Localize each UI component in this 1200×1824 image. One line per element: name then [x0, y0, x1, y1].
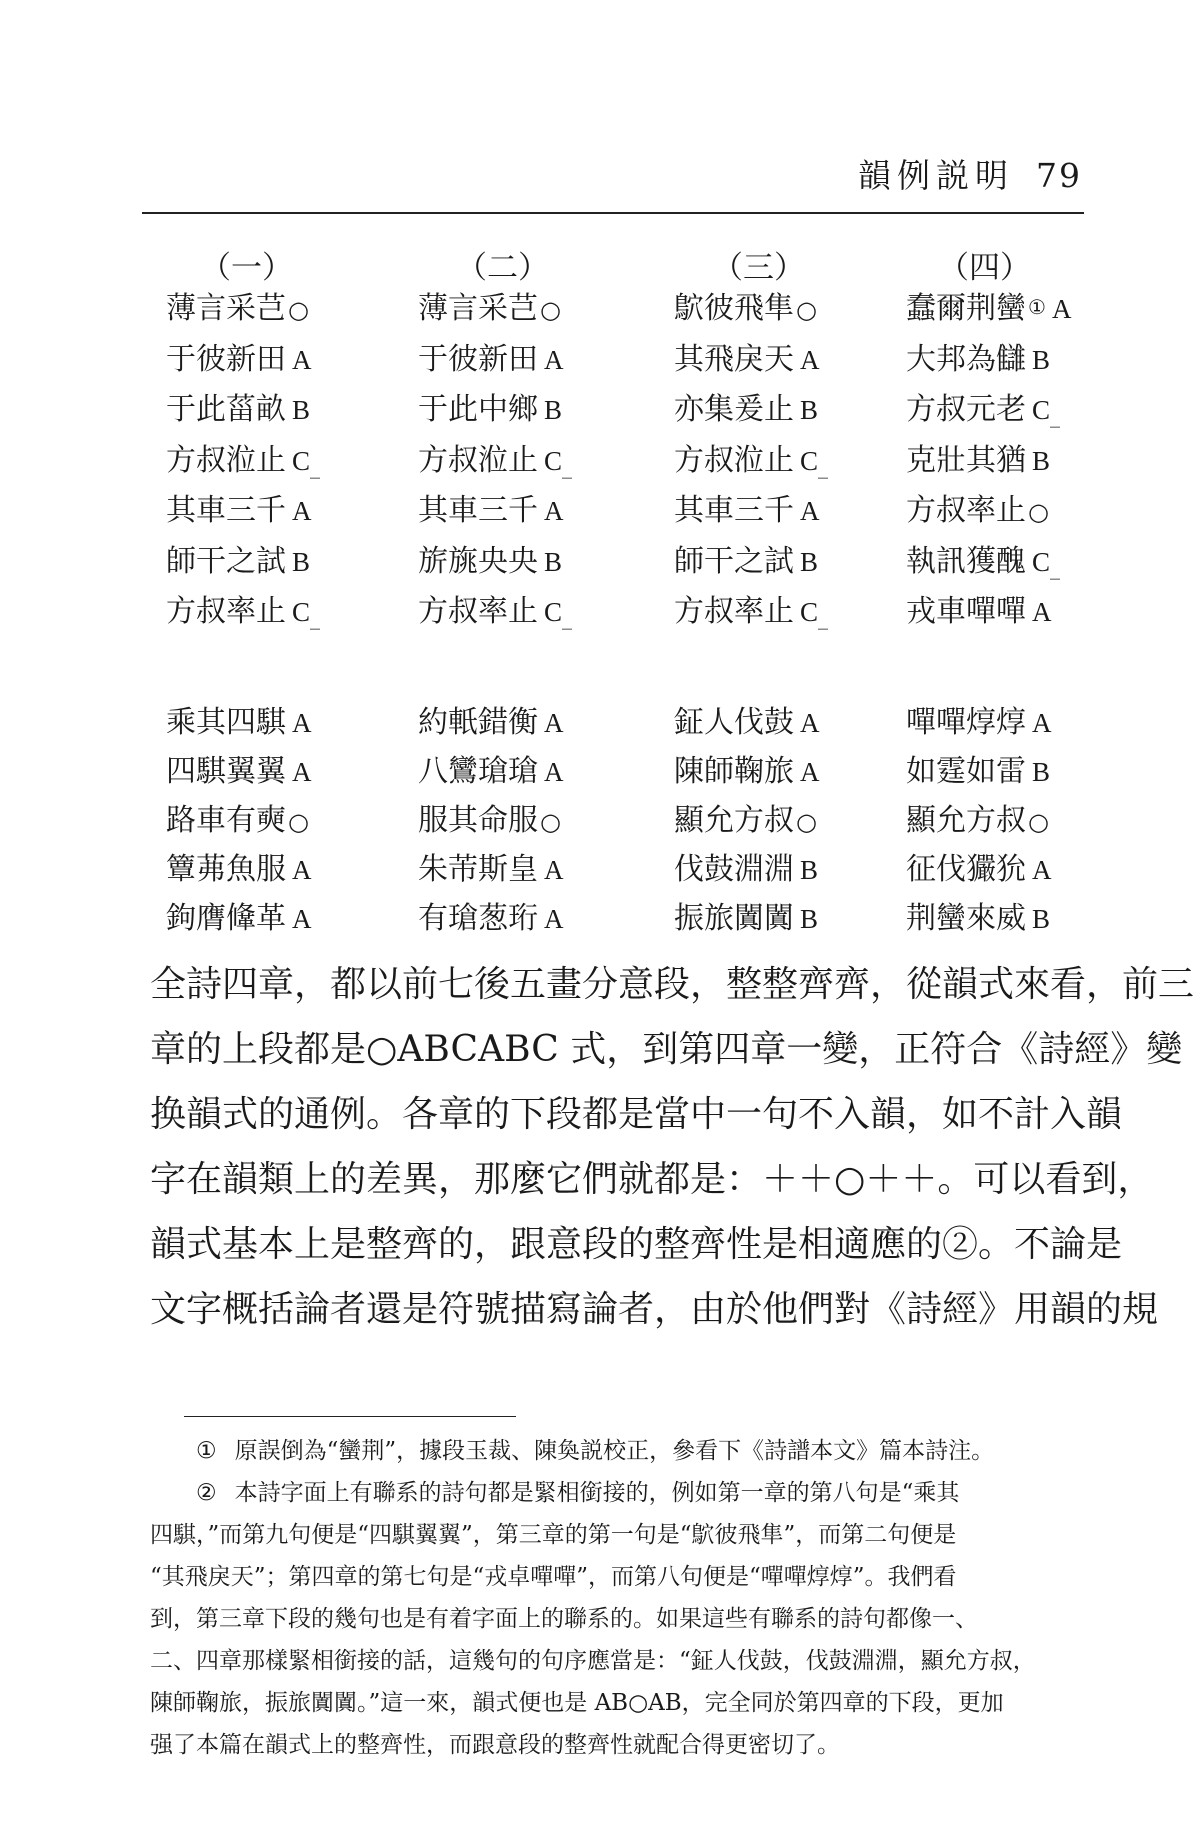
poem-line [906, 543, 1061, 580]
poem-line-text: 乘其四騏 [166, 705, 286, 740]
poem-line [166, 705, 312, 740]
poem-line-text: 旂旐央央 [418, 543, 538, 579]
poem-line-text: 方叔率止 [166, 594, 286, 629]
body-paragraph [150, 952, 1195, 1342]
poem-line-text: 伐鼓淵淵 [674, 852, 794, 887]
rhyme-mark: B [292, 546, 311, 577]
poem-line-text: 其車三千 [674, 493, 794, 528]
poem-line [166, 594, 321, 630]
footnote-line: 到，第三章下段的幾句也是有着字面上的聯系的。如果這些有聯系的詩句都像一、 [150, 1606, 978, 1632]
poem-line-text: 方叔涖止 [418, 442, 538, 478]
poem-line [906, 705, 1052, 740]
poem-line-text: 戎車嘽嘽 [906, 594, 1026, 629]
poem-line [418, 705, 564, 740]
rhyme-mark: ○ [1028, 498, 1049, 526]
rhyme-mark: ○ [540, 296, 561, 324]
body-line: 文字概括論者還是符號描寫論者，由於他們對《詩經》用韻的規 [150, 1289, 1159, 1330]
poem-line-text: 振旅闐闐 [674, 901, 794, 936]
poem-line [166, 852, 312, 887]
poem-line-text: 鉤膺鞗革 [166, 901, 286, 936]
poem-line-text: 荆蠻來威 [906, 901, 1026, 936]
poem-line [906, 754, 1051, 789]
rhyme-mark: C [544, 445, 563, 476]
poem-line-text: 于彼新田 [418, 341, 538, 377]
rhyme-mark: C [292, 445, 311, 476]
poem-column-heading: （四） [938, 250, 1031, 286]
poem-line [906, 594, 1052, 629]
page-number: 79 [1036, 156, 1082, 195]
rhyme-mark: B [1032, 445, 1051, 476]
poem-line-text: 蠢爾荆蠻 [906, 291, 1026, 326]
poem-line-text: 其車三千 [166, 493, 286, 528]
poem-line-text: 師干之試 [166, 543, 286, 579]
poem-line-text: 大邦為讎 [906, 341, 1026, 377]
rhyme-mark: A [544, 708, 564, 738]
rhyme-mark: A [1032, 708, 1052, 738]
rhyme-mark: A [1032, 597, 1052, 627]
poem-line-text: 于此中鄉 [418, 392, 538, 427]
poem-line [674, 705, 820, 740]
rhyme-mark: B [800, 546, 819, 577]
rhyme-mark-underscore: _ [310, 454, 321, 479]
poem-line-text: 鴥彼飛隼 [674, 291, 794, 326]
poem-line [418, 493, 564, 528]
poem-line-text: 其飛戾天 [674, 341, 794, 377]
rhyme-mark-underscore: _ [1050, 555, 1061, 580]
rhyme-mark: ○ [288, 808, 309, 836]
footnote-line: 四騏，”而第九句便是“四騏翼翼”，第三章的第一句是“鴥彼飛隼”，而第二句便是 [150, 1522, 957, 1548]
poem-line-text: 有瑲葱珩 [418, 901, 538, 936]
poem-line [906, 442, 1051, 478]
rhyme-mark: B [800, 395, 819, 425]
poem-line-text: 約軝錯衡 [418, 705, 538, 740]
header-rule [142, 212, 1084, 214]
poem-line [906, 803, 1049, 838]
poem-line [906, 341, 1051, 377]
rhyme-mark-underscore: _ [1050, 404, 1061, 428]
poem-line-text: 如霆如雷 [906, 754, 1026, 789]
poem-line [674, 493, 820, 528]
rhyme-mark-underscore: _ [818, 606, 829, 630]
body-line: 字在韻類上的差異，那麼它們就都是：＋＋○＋＋。可以看到， [150, 1159, 1154, 1200]
poem-line [418, 901, 564, 936]
poem-line [674, 594, 829, 630]
poem-line-text: 四騏翼翼 [166, 754, 286, 789]
rhyme-mark: A [800, 757, 820, 787]
body-line: 章的上段都是○ABCABC 式，到第四章一變，正符合《詩經》變 [150, 1029, 1183, 1070]
rhyme-mark: A [544, 757, 564, 787]
poem-line [418, 341, 564, 377]
body-line: 换韻式的通例。各章的下段都是當中一句不入韻，如不計入韻 [150, 1094, 1123, 1135]
poem-line [418, 803, 561, 838]
poem-line-text: 于此菑畝 [166, 392, 286, 427]
rhyme-mark: ○ [540, 808, 561, 836]
poem-line-text: 方叔涖止 [674, 442, 794, 478]
poem-line-text: 于彼新田 [166, 341, 286, 377]
footnote-line: 二、四章那樣緊相銜接的話，這幾句的句序應當是：“鉦人伐鼓，伐鼓淵淵，顯允方叔， [150, 1648, 1036, 1674]
rhyme-mark: C [800, 445, 819, 476]
rhyme-mark: B [544, 395, 563, 425]
poem-line-text: 方叔涖止 [166, 442, 286, 478]
poem-line [906, 852, 1052, 887]
footnote-number: ② [196, 1480, 217, 1506]
poem-line [418, 754, 564, 789]
poem-line-text: 鉦人伐鼓 [674, 705, 794, 740]
poem-line [166, 392, 311, 427]
rhyme-mark: A [292, 344, 312, 375]
footnote-number: ① [196, 1438, 217, 1464]
poem-line [906, 901, 1051, 936]
rhyme-mark-underscore: _ [562, 606, 573, 630]
poem-line-text: 顯允方叔 [674, 803, 794, 838]
poem-line-text: 陳師鞠旅 [674, 754, 794, 789]
footnote-line: 陳師鞠旅，振旅闐闐。”這一來，韻式便也是 AB○AB，完全同於第四章的下段，更加 [150, 1690, 1004, 1716]
rhyme-mark: A [544, 855, 564, 885]
poem-line [418, 442, 573, 479]
poem-line-text: 嘽嘽焞焞 [906, 705, 1026, 740]
rhyme-mark: C [544, 597, 563, 627]
rhyme-mark: A [292, 708, 312, 738]
rhyme-mark: C [292, 597, 311, 627]
rhyme-mark: B [800, 855, 819, 885]
footnotes [150, 1430, 1105, 1766]
poem-line-text: 服其命服 [418, 803, 538, 838]
rhyme-mark: A [544, 904, 564, 934]
rhyme-mark: A [292, 855, 312, 885]
poem-line [166, 803, 309, 838]
poem-line-text: 朱芾斯皇 [418, 852, 538, 887]
body-line: 全詩四章，都以前七後五畫分意段，整整齊齊，從韻式來看，前三 [150, 964, 1195, 1005]
footnote-text: 原誤倒為“蠻荆”，據段玉裁、陳奐説校正，參看下《詩譜本文》篇本詩注。 [234, 1438, 995, 1464]
poem-line [674, 543, 819, 579]
footnote-line: “其飛戾天”；第四章的第七句是“戎卓嘽嘽”，而第八句便是“嘽嘽焞焞”。我們看 [150, 1564, 957, 1590]
rhyme-mark: C [1032, 395, 1051, 425]
rhyme-mark: B [800, 904, 819, 934]
poem-line-text: 薄言采芑 [418, 291, 538, 326]
poem-line-text: 方叔率止 [418, 594, 538, 629]
poem-line [906, 493, 1049, 528]
poem-line [906, 392, 1061, 428]
poem-line-text: 亦集爰止 [674, 392, 794, 427]
poem-line [674, 852, 819, 887]
poem-line [166, 291, 309, 326]
poem-line [418, 852, 564, 887]
rhyme-mark-underscore: _ [562, 454, 573, 479]
footnote-text: 本詩字面上有聯系的詩句都是緊相銜接的，例如第一章的第八句是“乘其 [234, 1480, 960, 1506]
poem-line [166, 754, 312, 789]
running-header [858, 150, 1082, 197]
rhyme-mark: ○ [1028, 808, 1049, 836]
poem-line [674, 341, 820, 377]
rhyme-mark: C [800, 597, 819, 627]
rhyme-mark: ○ [796, 296, 817, 324]
poem-line-text: 執訊獲醜 [906, 543, 1026, 579]
footnote-ref: ① [1028, 295, 1046, 319]
rhyme-mark: A [544, 496, 564, 526]
poem-line [166, 901, 312, 936]
poem-line [166, 341, 312, 377]
poem-line [166, 543, 311, 579]
poem-line-text: 征伐玁狁 [906, 852, 1026, 887]
poem-column-heading: （三） [712, 250, 805, 286]
poem-column-heading: （一） [200, 250, 293, 286]
poem-line [418, 543, 563, 579]
footnote-line: 强了本篇在韻式上的整齊性，而跟意段的整齊性就配合得更密切了。 [150, 1732, 840, 1758]
running-header-title: 韻例説明 [858, 156, 1014, 195]
rhyme-mark: B [544, 546, 563, 577]
footnote-line [150, 1430, 1105, 1472]
rhyme-mark: ○ [288, 296, 309, 324]
poem-line-text: 克壯其猶 [906, 442, 1026, 478]
poem-line [418, 291, 561, 326]
rhyme-mark: A [800, 496, 820, 526]
rhyme-mark: A [1051, 294, 1072, 324]
body-line: 韻式基本上是整齊的，跟意段的整齊性是相適應的②。不論是 [150, 1224, 1123, 1265]
poem-line-text: 路車有奭 [166, 803, 286, 838]
rhyme-mark: A [800, 708, 820, 738]
poem-line [674, 901, 819, 936]
poem-line-text: 方叔元老 [906, 392, 1026, 427]
poem-line [166, 493, 312, 528]
poem-line [418, 392, 563, 427]
rhyme-mark: A [544, 344, 564, 375]
poem-line [906, 291, 1072, 326]
poem-line-text: 其車三千 [418, 493, 538, 528]
rhyme-mark: A [292, 496, 312, 526]
poem-line [674, 803, 817, 838]
footnote-line [150, 1472, 1105, 1514]
rhyme-mark: A [292, 757, 312, 787]
poem-column-heading: （二） [456, 250, 549, 286]
poem-line [674, 291, 817, 326]
poem-line [674, 442, 829, 479]
rhyme-mark-underscore: _ [818, 454, 829, 479]
poem-line-text: 八鸞瑲瑲 [418, 754, 538, 789]
rhyme-mark: A [800, 344, 820, 375]
rhyme-mark: B [292, 395, 311, 425]
poem-line [674, 754, 820, 789]
poem-line [418, 594, 573, 630]
poem-line-text: 方叔率止 [906, 493, 1026, 528]
rhyme-mark: ○ [796, 808, 817, 836]
poem-line-text: 師干之試 [674, 543, 794, 579]
rhyme-mark-underscore: _ [310, 606, 321, 630]
poem-line [166, 442, 321, 479]
rhyme-mark: C [1032, 546, 1051, 577]
rhyme-mark: A [292, 904, 312, 934]
rhyme-mark: B [1032, 344, 1051, 375]
rhyme-mark: B [1032, 904, 1051, 934]
poem-line-text: 薄言采芑 [166, 291, 286, 326]
poem-line-text: 顯允方叔 [906, 803, 1026, 838]
poem-line-text: 方叔率止 [674, 594, 794, 629]
rhyme-mark: B [1032, 757, 1051, 787]
poem-line-text: 簟茀魚服 [166, 852, 286, 887]
footnote-rule [184, 1416, 516, 1417]
poem-line [674, 392, 819, 427]
rhyme-mark: A [1032, 855, 1052, 885]
